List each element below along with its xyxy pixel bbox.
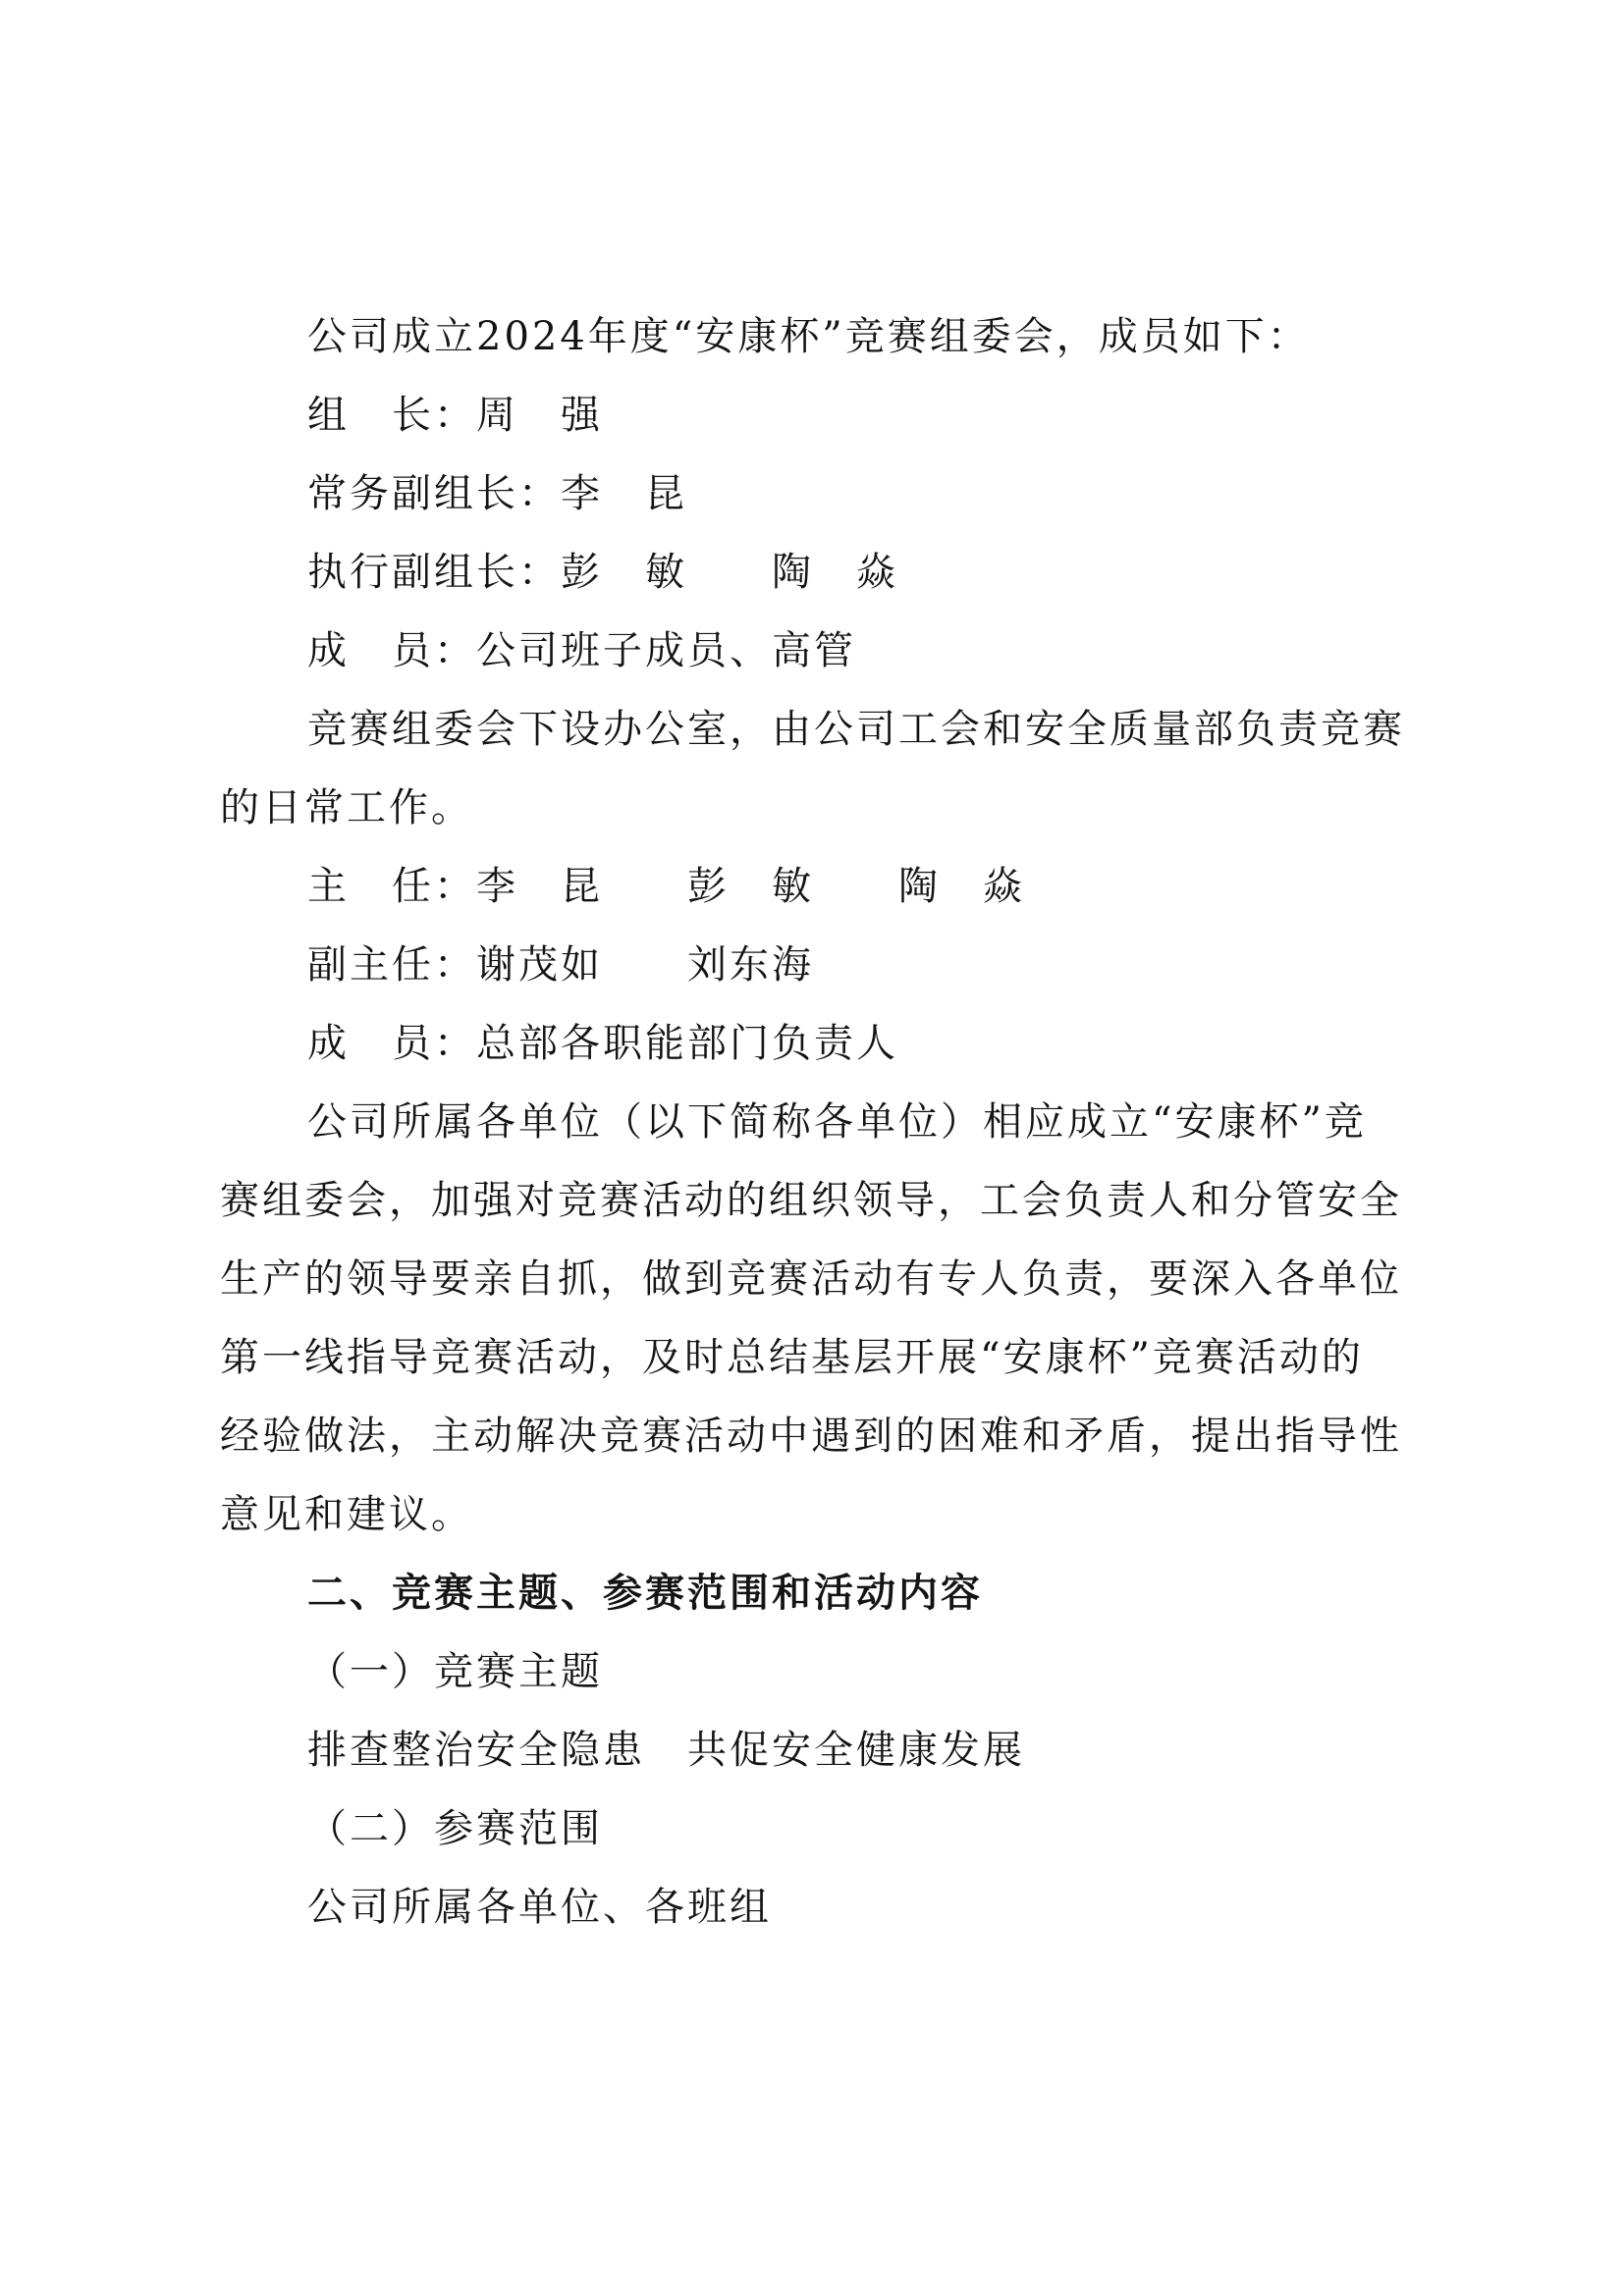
units-paragraph-line-3: 生产的领导要亲自抓，做到竞赛活动有专人负责，要深入各单位 xyxy=(220,1256,1402,1302)
units-paragraph-line-6: 意见和建议。 xyxy=(220,1492,473,1537)
theme-text: 排查整治安全隐患 共促安全健康发展 xyxy=(307,1728,1025,1773)
units-paragraph-line-2: 赛组委会，加强对竞赛活动的组织领导，工会负责人和分管安全 xyxy=(220,1178,1402,1223)
executive-deputy-leader-line: 常务副组长：李 昆 xyxy=(307,471,687,516)
office-members-line: 成 员：总部各职能部门负责人 xyxy=(307,1021,898,1066)
subsection-scope-heading: （二）参赛范围 xyxy=(307,1806,603,1851)
units-paragraph-line-1: 公司所属各单位（以下简称各单位）相应成立“安康杯”竞 xyxy=(307,1099,1367,1145)
office-paragraph-line-2: 的日常工作。 xyxy=(220,785,473,830)
section-heading: 二、竞赛主题、参赛范围和活动内容 xyxy=(307,1570,983,1616)
scope-text: 公司所属各单位、各班组 xyxy=(307,1885,772,1930)
office-paragraph-line-1: 竞赛组委会下设办公室，由公司工会和安全质量部负责竞赛 xyxy=(307,707,1405,752)
leader-line: 组 长：周 强 xyxy=(307,393,603,438)
director-line: 主 任：李 昆 彭 敏 陶 焱 xyxy=(307,864,1025,909)
deputy-director-line: 副主任：谢茂如 刘东海 xyxy=(307,942,814,988)
committee-intro: 公司成立2024年度“安康杯”竞赛组委会，成员如下： xyxy=(307,314,1310,359)
committee-members-line: 成 员：公司班子成员、高管 xyxy=(307,628,856,673)
units-paragraph-line-4: 第一线指导竞赛活动，及时总结基层开展“安康杯”竞赛活动的 xyxy=(220,1335,1364,1380)
acting-deputy-leader-line: 执行副组长：彭 敏 陶 焱 xyxy=(307,550,898,595)
units-paragraph-line-5: 经验做法，主动解决竞赛活动中遇到的困难和矛盾，提出指导性 xyxy=(220,1414,1402,1459)
subsection-theme-heading: （一）竞赛主题 xyxy=(307,1649,603,1694)
